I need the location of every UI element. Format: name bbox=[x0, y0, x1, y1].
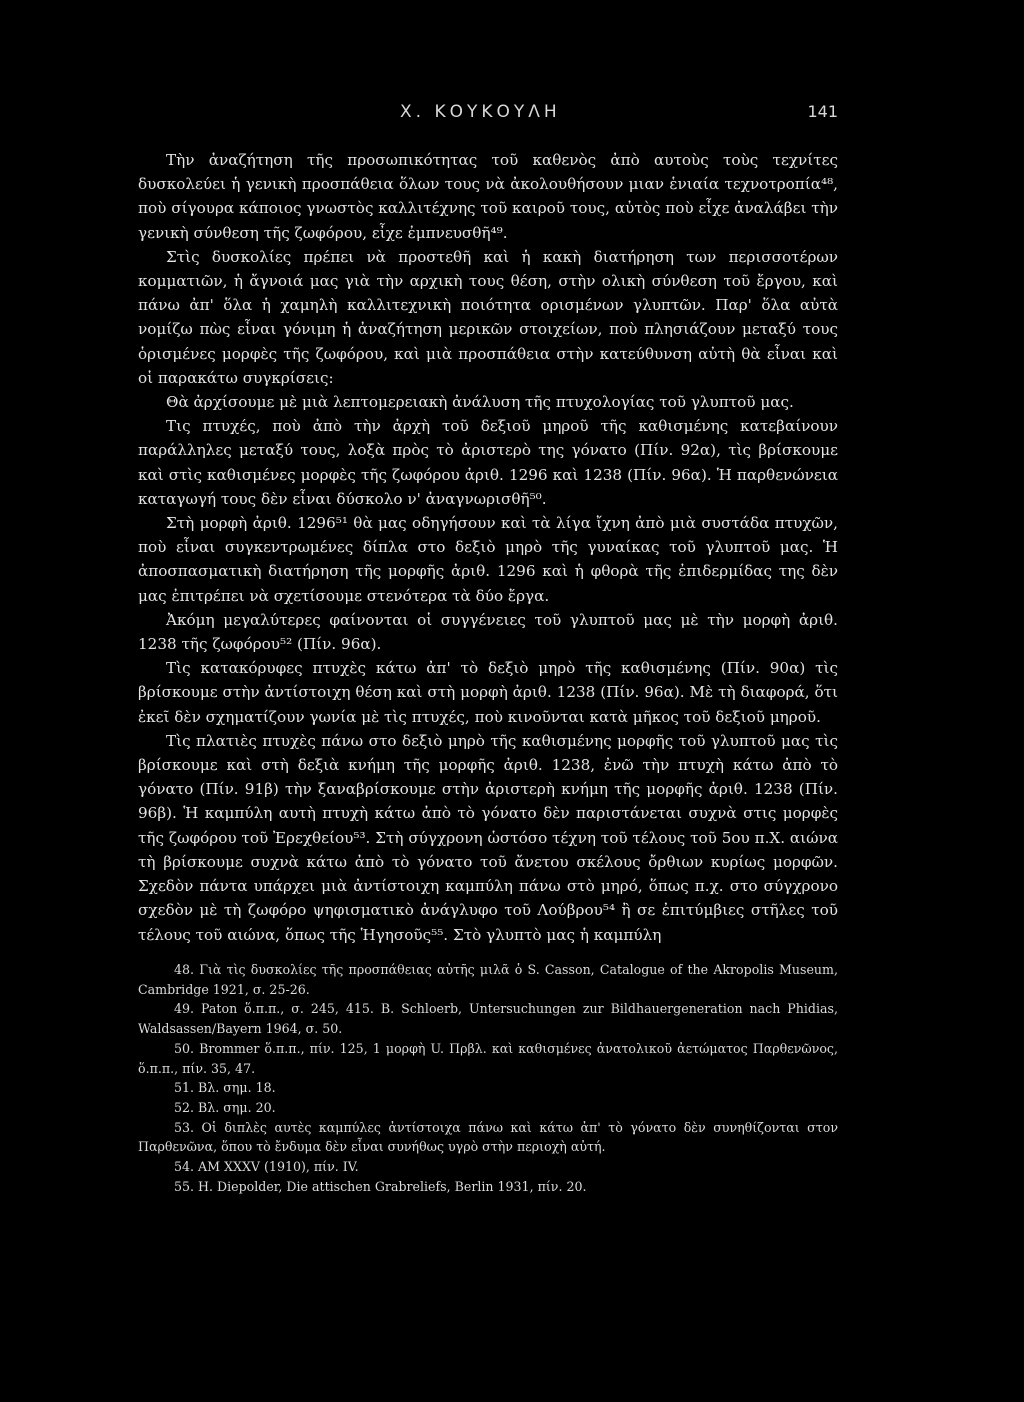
paragraph: Ἀκόμη μεγαλύτερες φαίνονται οἱ συγγένειες τοῦ γλυπτοῦ μας μὲ τὴν μορφὴ ἀριθ. 1238 τῆς ζωφόρου⁵² (Πίν. 96α). bbox=[138, 610, 838, 654]
footnote: 50. Brommer ὅ.π.π., πίν. 125, 1 μορφὴ U. Πρβλ. καὶ καθισμένες ἀνατολικοῦ ἀετώματος Παρθενῶνος, ὅ.π.π., πίν. 35, 47. bbox=[138, 1040, 838, 1076]
footnote: 51. Βλ. σημ. 18. bbox=[174, 1080, 276, 1096]
footnote: 52. Βλ. σημ. 20. bbox=[174, 1099, 276, 1115]
paragraph: Θὰ ἀρχίσουμε μὲ μιὰ λεπτομερειακὴ ἀνάλυση τῆς πτυχολογίας τοῦ γλυπτοῦ μας. bbox=[166, 393, 794, 412]
page-number: 141 bbox=[807, 102, 838, 121]
running-head: Χ. ΚΟΥΚΟΥΛΗ bbox=[400, 102, 561, 122]
paragraph: Τὴν ἀναζήτηση τῆς προσωπικότητας τοῦ καθενὸς ἀπὸ αυτοὺς τοὺς τεχνίτες δυσκολεύει ἡ γενικὴ προσπάθεια ὅλων τους νὰ ἀκολουθήσουν μιαν ἑνιαία τεχνοτροπία⁴⁸, ποὺ σίγουρα κάποιος γνωστὸς καλλιτέχνης τοῦ καιροῦ τους, αὐτὸς ποὺ εἶχε ἀναλάβει τὴν γενικὴ σύνθεση τῆς ζωφόρου, εἶχε ἐμπνευσθῆ⁴⁹. bbox=[138, 151, 838, 242]
paragraph: Τις πτυχές, ποὺ ἀπὸ τὴν ἀρχὴ τοῦ δεξιοῦ μηροῦ τῆς καθισμένης κατεβαίνουν παράλληλες μεταξύ τους, λοξὰ πρὸς τὸ ἀριστερὸ της γόνατο (Πίν. 92α), τὶς βρίσκουμε καὶ στὶς καθισμένες μορφὲς τῆς ζωφόρου ἀριθ. 1296 καὶ 1238 (Πίν. 96α). Ἡ παρθενώνεια καταγωγή τους δὲν εἶναι δύσκολο ν' ἀναγνωρισθῆ⁵⁰. bbox=[138, 417, 838, 508]
footnotes bbox=[138, 960, 838, 1196]
footnote: 48. Γιὰ τὶς δυσκολίες τῆς προσπάθειας αὐτῆς μιλᾶ ὁ S. Casson, Catalogue of the Akropolis Museum, Cambridge 1921, σ. 25-26. bbox=[138, 962, 838, 997]
footnote: 49. Paton ὅ.π.π., σ. 245, 415. B. Schloerb, Untersuchungen zur Bildhauergeneration nach Phidias, Waldsassen/Bayern 1964, σ. 50. bbox=[138, 1001, 838, 1037]
paragraph: Τὶς κατακόρυφες πτυχὲς κάτω ἀπ' τὸ δεξιὸ μηρὸ τῆς καθισμένης (Πίν. 90α) τὶς βρίσκουμε στὴν ἀντίστοιχη θέση καὶ στὴ μορφὴ ἀριθ. 1238 (Πίν. 96α). Μὲ τὴ διαφορά, ὅτι ἐκεῖ δὲν σχηματίζουν γωνία μὲ τὶς πτυχές, ποὺ κινοῦνται κατὰ μῆκος τοῦ δεξιοῦ μηροῦ. bbox=[138, 659, 838, 726]
footnote: 54. AM XXXV (1910), πίν. IV. bbox=[174, 1159, 359, 1175]
paragraph: Στὶς δυσκολίες πρέπει νὰ προστεθῆ καὶ ἡ κακὴ διατήρηση των περισσοτέρων κομματιῶν, ἡ ἄγνοιά μας γιὰ τὴν αρχικὴ τους θέση, στὴν ολικὴ σύνθεση τοῦ ἔργου, καὶ πάνω ἀπ' ὅλα ἡ χαμηλὴ καλλιτεχνικὴ ποιότητα ορισμένων γλυπτῶν. Παρ' ὅλα αὐτὰ νομίζω πὼς εἶναι γόνιμη ἡ ἀναζήτηση μερικῶν στοιχείων, ποὺ πλησιάζουν μεταξύ τους ὁρισμένες μορφὲς τῆς ζωφόρου, καὶ μιὰ προσπάθεια στὴν κατεύθυνση αὐτὴ θὰ εἶναι καὶ οἱ παρακάτω συγκρίσεις: bbox=[138, 247, 838, 387]
page-header bbox=[138, 102, 838, 130]
footnote: 55. H. Diepolder, Die attischen Grabreliefs, Berlin 1931, πίν. 20. bbox=[174, 1178, 587, 1194]
paragraph: Στὴ μορφὴ ἀριθ. 1296⁵¹ θὰ μας οδηγήσουν καὶ τὰ λίγα ἴχνη ἀπὸ μιὰ συστάδα πτυχῶν, ποὺ εἶναι συγκεντρωμένες δίπλα στο δεξιὸ μηρὸ τῆς γυναίκας τοῦ γλυπτοῦ μας. Ἡ ἀποσπασματικὴ διατήρηση τῆς μορφῆς ἀριθ. 1296 καὶ ἡ φθορὰ τῆς ἐπιδερμίδας της δὲν μας ἐπιτρέπει νὰ σχετίσουμε στενότερα τὰ δύο ἔργα. bbox=[138, 514, 838, 605]
footnote: 53. Οἱ διπλὲς αυτὲς καμπύλες ἀντίστοιχα πάνω καὶ κάτω ἀπ' τὸ γόνατο δὲν συνηθίζονται στον Παρθενῶνα, ὅπου τὸ ἔνδυμα δὲν εἶναι συνήθως υγρὸ στὴν περιοχὴ αὐτή. bbox=[138, 1119, 838, 1155]
body-text bbox=[138, 148, 838, 947]
paragraph: Τὶς πλατιὲς πτυχὲς πάνω στο δεξιὸ μηρὸ τῆς καθισμένης μορφῆς τοῦ γλυπτοῦ μας τὶς βρίσκουμε καὶ στὴ δεξιὰ κνήμη τῆς μορφῆς ἀριθ. 1238, ἐνῶ τὴν πτυχὴ κάτω ἀπὸ τὸ γόνατο (Πίν. 91β) τὴν ξαναβρίσκουμε στὴν ἀριστερὴ κνήμη τῆς μορφῆς ἀριθ. 1238 (Πίν. 96β). Ἡ καμπύλη αυτὴ πτυχὴ κάτω ἀπὸ τὸ γόνατο δὲν παριστάνεται συχνὰ στις μορφὲς τῆς ζωφόρου τοῦ Ἐρεχθείου⁵³. Στὴ σύγχρονη ὡστόσο τέχνη τοῦ τέλους τοῦ 5ου π.Χ. αιώνα τὴ βρίσκουμε συχνὰ κάτω ἀπὸ τὸ γόνατο τοῦ ἄνετου σκέλους ὄρθιων κυρίως μορφῶν. Σχεδὸν πάντα υπάρχει μιὰ ἀντίστοιχη καμπύλη πάνω στὸ μηρό, ὅπως π.χ. στο σύγχρονο σχεδὸν μὲ τὴ ζωφόρο ψηφισματικὸ ἀνάγλυφο τοῦ Λούβρου⁵⁴ ἢ σε ἐπιτύμβιες στῆλες τοῦ τέλους τοῦ αιώνα, ὅπως τῆς Ἡγησοῦς⁵⁵. Στὸ γλυπτὸ μας ἡ καμπύλη bbox=[138, 731, 838, 944]
